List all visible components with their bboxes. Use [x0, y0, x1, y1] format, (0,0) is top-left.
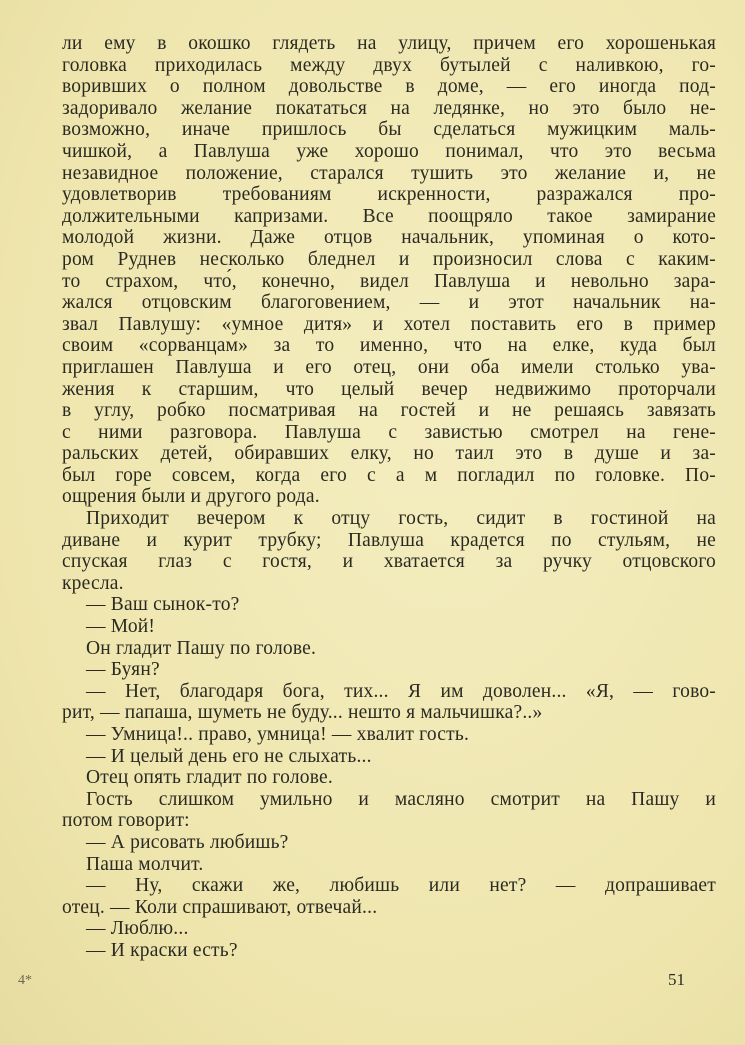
text-line: — Люблю...: [86, 918, 189, 940]
text-line: звал Павлушу: «умное дитя» и хотел поставить его в пример: [62, 313, 716, 335]
text-line: — Ну, скажи же, любишь или нет? — допрашивает: [86, 875, 716, 897]
text-line: — Мой!: [86, 616, 156, 638]
text-line: чишкой, а Павлуша уже хорошо понимал, что это весьма: [62, 140, 716, 162]
text-line: ральских детей, обиравших елку, но таил это в душе и за-: [62, 443, 716, 465]
signature-mark: 4*: [18, 973, 32, 988]
text-line: то страхом, что́, конечно, видел Павлуша и невольно зара-: [62, 270, 716, 292]
text-line: кресла.: [62, 572, 124, 594]
text-line: воривших о полном довольстве в доме, — его иногда под-: [62, 76, 716, 98]
text-line: должительными капризами. Все поощряло такое замирание: [62, 205, 716, 227]
text-line: диване и курит трубку; Павлуша крадется по стульям, не: [62, 529, 716, 551]
text-line: ощрения были и другого рода.: [62, 486, 320, 508]
text-line: ром Руднев несколько бледнел и произносил слова с каким-: [62, 248, 716, 270]
page-body-text: [62, 33, 716, 962]
text-line: Он гладит Пашу по голове.: [86, 637, 317, 659]
text-line: Гость слишком умильно и масляно смотрит на Пашу и: [86, 788, 716, 810]
text-line: — А рисовать любишь?: [86, 831, 289, 853]
text-line: спуская глаз с гостя, и хватается за ручку отцовского: [62, 551, 716, 573]
text-line: Паша молчит.: [86, 853, 204, 875]
text-line: возможно, иначе пришлось бы сделаться мужицким маль-: [62, 119, 716, 141]
text-line: своим «сорванцам» за то именно, что на елке, куда был: [62, 335, 716, 357]
text-line: молодой жизни. Даже отцов начальник, упоминая о кото-: [62, 227, 716, 249]
text-line: жался отцовским благоговением, — и этот начальник на-: [62, 292, 716, 314]
text-line: ли ему в окошко глядеть на улицу, причем его хорошенькая: [62, 33, 716, 54]
text-line: рит, — папаша, шуметь не буду... нешто я мальчишка?..»: [62, 702, 543, 724]
text-line: жения к старшим, что целый вечер недвижимо проторчали: [62, 378, 716, 400]
text-line: — Умница!.. право, умница! — хвалит гость.: [86, 724, 470, 745]
text-line: — И целый день его не слыхать...: [86, 745, 372, 767]
text-line: отец. — Коли спрашивают, отвечай...: [62, 896, 378, 918]
text-line: задоривало желание покататься на ледянке, но это было не-: [62, 97, 716, 119]
text-line: Приходит вечером к отцу гость, сидит в гостиной на: [86, 508, 716, 530]
text-line: с ними разговора. Павлуша с завистью смотрел на гене-: [62, 421, 716, 443]
text-line: был горе совсем, когда его с а м погладил по головке. По-: [62, 464, 716, 486]
text-line: в углу, робко посматривая на гостей и не решаясь завязать: [62, 400, 716, 422]
text-line: Отец опять гладит по голове.: [86, 767, 333, 789]
page-number: 51: [668, 970, 685, 989]
text-line: — И краски есть?: [86, 939, 238, 961]
text-line: — Ваш сынок-то?: [86, 594, 240, 616]
text-line: незавидное положение, старался тушить это желание и, не: [62, 162, 716, 184]
text-line: потом говорит:: [62, 810, 190, 832]
text-line: — Буян?: [86, 659, 160, 681]
text-line: головка приходилась между двух бутылей с наливкою, го-: [62, 54, 716, 76]
text-line: приглашен Павлуша и его отец, они оба имели столько ува-: [62, 356, 716, 378]
text-line: — Нет, благодаря бога, тих... Я им доволен... «Я, — гово-: [86, 680, 716, 702]
text-line: удовлетворив требованиям искренности, разражался про-: [62, 184, 716, 206]
